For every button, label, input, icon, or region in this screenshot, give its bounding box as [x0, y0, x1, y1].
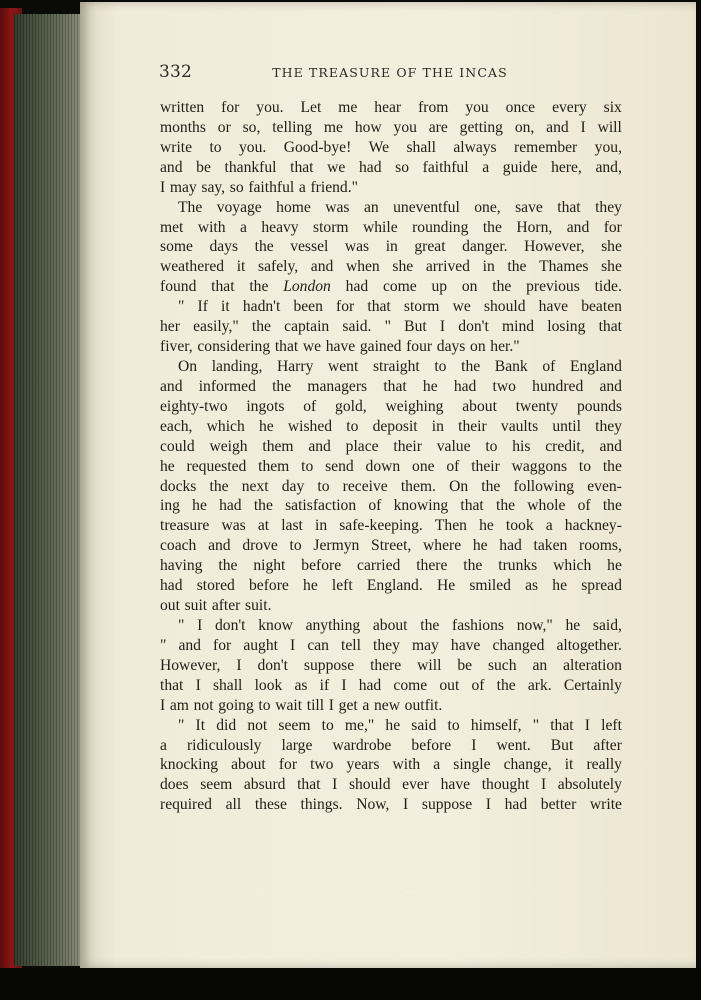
text-line: and informed the managers that he had two hundred and [160, 377, 622, 395]
text-line: some days the vessel was in great danger. However, she [160, 238, 622, 256]
text-line: months or so, telling me how you are getting on, and I will [160, 118, 622, 136]
text-line: found that the London had come up on the previous tide. [160, 278, 622, 296]
text-line: On landing, Harry went straight to the Bank of England [178, 357, 622, 375]
text-line: having the night before carried there the trunks which he [160, 557, 622, 575]
page-edges [14, 14, 84, 966]
text-line: had stored before he left England. He smiled as he spread [160, 577, 622, 595]
page-number: 332 [159, 62, 193, 82]
text-line: could weigh them and place their value to his credit, and [160, 437, 622, 455]
bottom-shadow [0, 968, 701, 1000]
running-title: THE TREASURE OF THE INCAS [272, 65, 508, 80]
text-line: does seem absurd that I should ever have thought I absolutely [160, 776, 622, 794]
text-line: I am not going to wait till I get a new outfit. [160, 696, 443, 714]
text-line: docks the next day to receive them. On the following even- [160, 477, 622, 495]
text-line: write to you. Good-bye! We shall always remember you, [160, 138, 622, 156]
text-line: However, I don't suppose there will be such an alteration [160, 656, 622, 674]
text-line: " I don't know anything about the fashions now," he said, [178, 616, 622, 634]
text-line: " It did not seem to me," he said to himself, " that I left [178, 716, 622, 734]
text-line: and be thankful that we had so faithful a guide here, and, [160, 158, 622, 176]
text-line: required all these things. Now, I suppose I had better write [160, 796, 622, 814]
text-line: that I shall look as if I had come out of the ark. Certainly [160, 676, 622, 694]
text-line: out suit after suit. [160, 597, 272, 615]
text-line: he requested them to send down one of their waggons to the [160, 457, 622, 475]
text-line: met with a heavy storm while rounding the Horn, and for [160, 218, 622, 236]
text-line: a ridiculously large wardrobe before I went. But after [160, 736, 622, 754]
text-line: " and for aught I can tell they may have changed altogether. [160, 636, 622, 654]
text-line: eighty-two ingots of gold, weighing about twenty pounds [160, 397, 622, 415]
text-line: her easily," the captain said. " But I don't mind losing that [160, 318, 622, 336]
text-line: I may say, so faithful a friend." [160, 178, 358, 196]
text-line: ing he had the satisfaction of knowing that the whole of the [160, 497, 622, 515]
text-line: knocking about for two years with a single change, it really [160, 756, 622, 774]
page-header [159, 62, 621, 86]
text-line: treasure was at last in safe-keeping. Then he took a hackney- [160, 517, 622, 535]
text-line: each, which he wished to deposit in their vaults until they [160, 417, 622, 435]
body-text [160, 98, 622, 815]
text-line: coach and drove to Jermyn Street, where he had taken rooms, [160, 537, 622, 555]
text-line: weathered it safely, and when she arrived in the Thames she [160, 258, 622, 276]
text-line: The voyage home was an uneventful one, save that they [178, 198, 622, 216]
text-line: written for you. Let me hear from you once every six [160, 99, 622, 116]
text-line: " If it hadn't been for that storm we should have beaten [178, 298, 622, 316]
text-line: fiver, considering that we have gained four days on her." [160, 338, 520, 356]
